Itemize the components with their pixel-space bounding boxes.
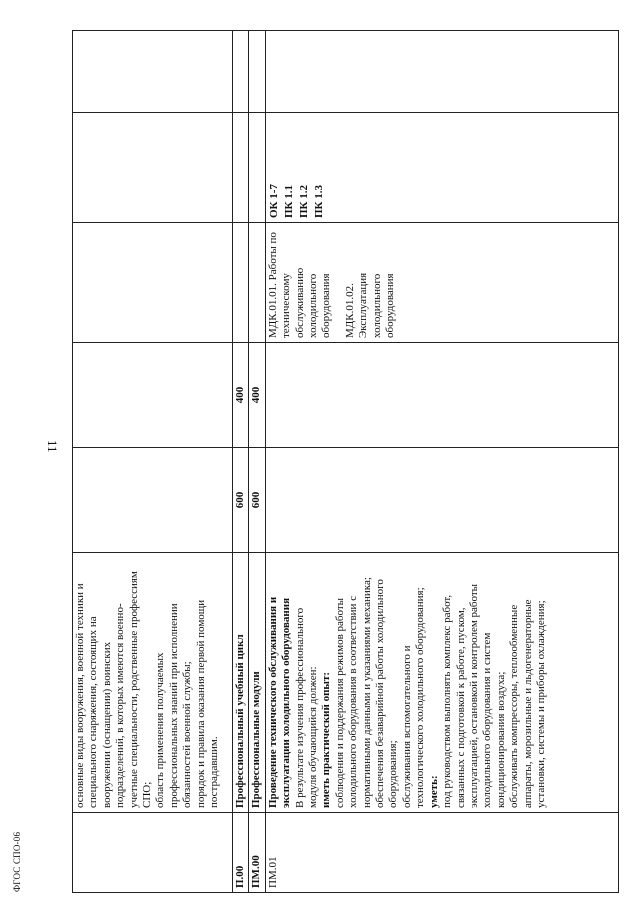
text-line: оборудования; [387,740,400,808]
pm00-max-hours: 600 [249,448,265,553]
pm01-extra-cell [265,31,618,113]
text-line: связанных с подготовкой к работе, пуском, [454,607,467,808]
empty-cell [233,31,249,113]
pm01-code: ПМ.01 [265,813,618,893]
empty-cell [233,113,249,223]
mdk-line: Эксплуатация [357,272,370,338]
pm01-title-line: эксплуатации холодильного оборудования [280,597,293,808]
mdk-line: холодильного [370,273,383,338]
prev-max-hours-cell [73,448,233,553]
pm01-competencies-cell [265,113,618,223]
text-line: обязанностей военной службы; [181,661,194,808]
text-line: пострадавшим. [208,736,221,808]
empty-cell [249,223,265,343]
table-row-p00 [233,31,249,893]
competency-code: ПК 1.1 [282,184,295,218]
text-line: модуля обучающийся должен: [307,666,320,808]
text-line: обеспечения безаварийной работы холодильного [374,579,387,808]
mdk-line: техническому [280,273,293,338]
text-line: СПО; [141,781,154,808]
text-line: под руководством выполнять комплекс работ, [441,594,454,808]
text-line: обслуживания вспомогательного и [400,645,413,808]
footer-doc-code: ФГОС СПО-06 [12,831,22,892]
text-line: холодильного оборудования в соответствии с [347,595,360,808]
curriculum-table-rotated [72,31,619,893]
prev-req-hours-cell [73,343,233,448]
text-line: обслуживать компрессоры, теплообменные [508,604,521,808]
pm01-max-hours-cell [265,448,618,553]
text-line: порядок и правила оказания первой помощи [194,599,207,808]
table-row-pm01 [265,31,618,893]
pm00-code: ПМ.00 [249,813,265,893]
text-line: вооружении (оснащении) воинских [100,641,113,808]
text-line: область применения получаемых [154,652,167,808]
text-line: соблюдения и поддержания режимов работы [333,597,346,808]
mdk-line: холодильного [307,273,320,338]
prev-description-cell [73,553,233,813]
text-line: аппараты, морозильные и льдогенераторные [521,599,534,808]
curriculum-table [72,30,619,893]
text-line: подразделений, в которых имеются военно- [114,603,127,808]
prev-course-cell [73,223,233,343]
empty-cell [249,31,265,113]
p00-code: П.00 [233,813,249,893]
prev-competency-cell [73,113,233,223]
prev-extra-cell [73,31,233,113]
text-line: холодильного оборудования и систем [481,632,494,808]
empty-cell [233,223,249,343]
text-line: установки, системы и приборы охлаждения; [534,600,547,808]
pm01-description-cell [265,553,618,813]
text-line: эксплуатацией, остановкой и контролем работы [467,583,480,808]
pm01-title-line: Проведение технического обслуживания и [266,596,279,808]
pm01-req-hours-cell [265,343,618,448]
p00-req-hours: 400 [233,343,249,448]
text-line: кондиционирования воздуха; [494,671,507,808]
text-line: специального снаряжения, состоящих на [87,616,100,808]
pm00-req-hours: 400 [249,343,265,448]
mdk-line: МДК.01.01. Работы по [266,232,279,338]
spacer [334,227,344,338]
text-line: технологического холодильного оборудования; [414,587,427,808]
p00-max-hours: 600 [233,448,249,553]
p00-name: Профессиональный учебный цикл [233,553,249,813]
competency-code: ОК 1-7 [267,184,280,218]
competency-code: ПК 1.3 [312,184,325,218]
text-line: профессиональных знаний при исполнении [167,603,180,808]
text-line: В результате изучения профессионального [293,607,306,808]
prev-code-cell [73,813,233,893]
text-line: нормативными данными и указаниями механика; [360,577,373,808]
table-row-previous [73,31,233,893]
skills-heading: уметь: [427,775,440,808]
text-line: учетные специальности, родственные профессиям [127,571,140,808]
mdk-line: МДК.01.02. [343,283,356,338]
competency-code: ПК 1.2 [297,184,310,218]
mdk-line: обслуживанию [293,267,306,338]
page-number: 11 [45,440,60,453]
pm01-courses-cell [265,223,618,343]
experience-heading: иметь практический опыт: [320,671,333,808]
table-row-pm00 [249,31,265,893]
text-line: основные виды вооружения, военной техники и [74,583,86,808]
mdk-line: оборудования [320,273,333,338]
mdk-line: оборудования [384,273,397,338]
pm00-name: Профессиональные модули [249,553,265,813]
empty-cell [249,113,265,223]
